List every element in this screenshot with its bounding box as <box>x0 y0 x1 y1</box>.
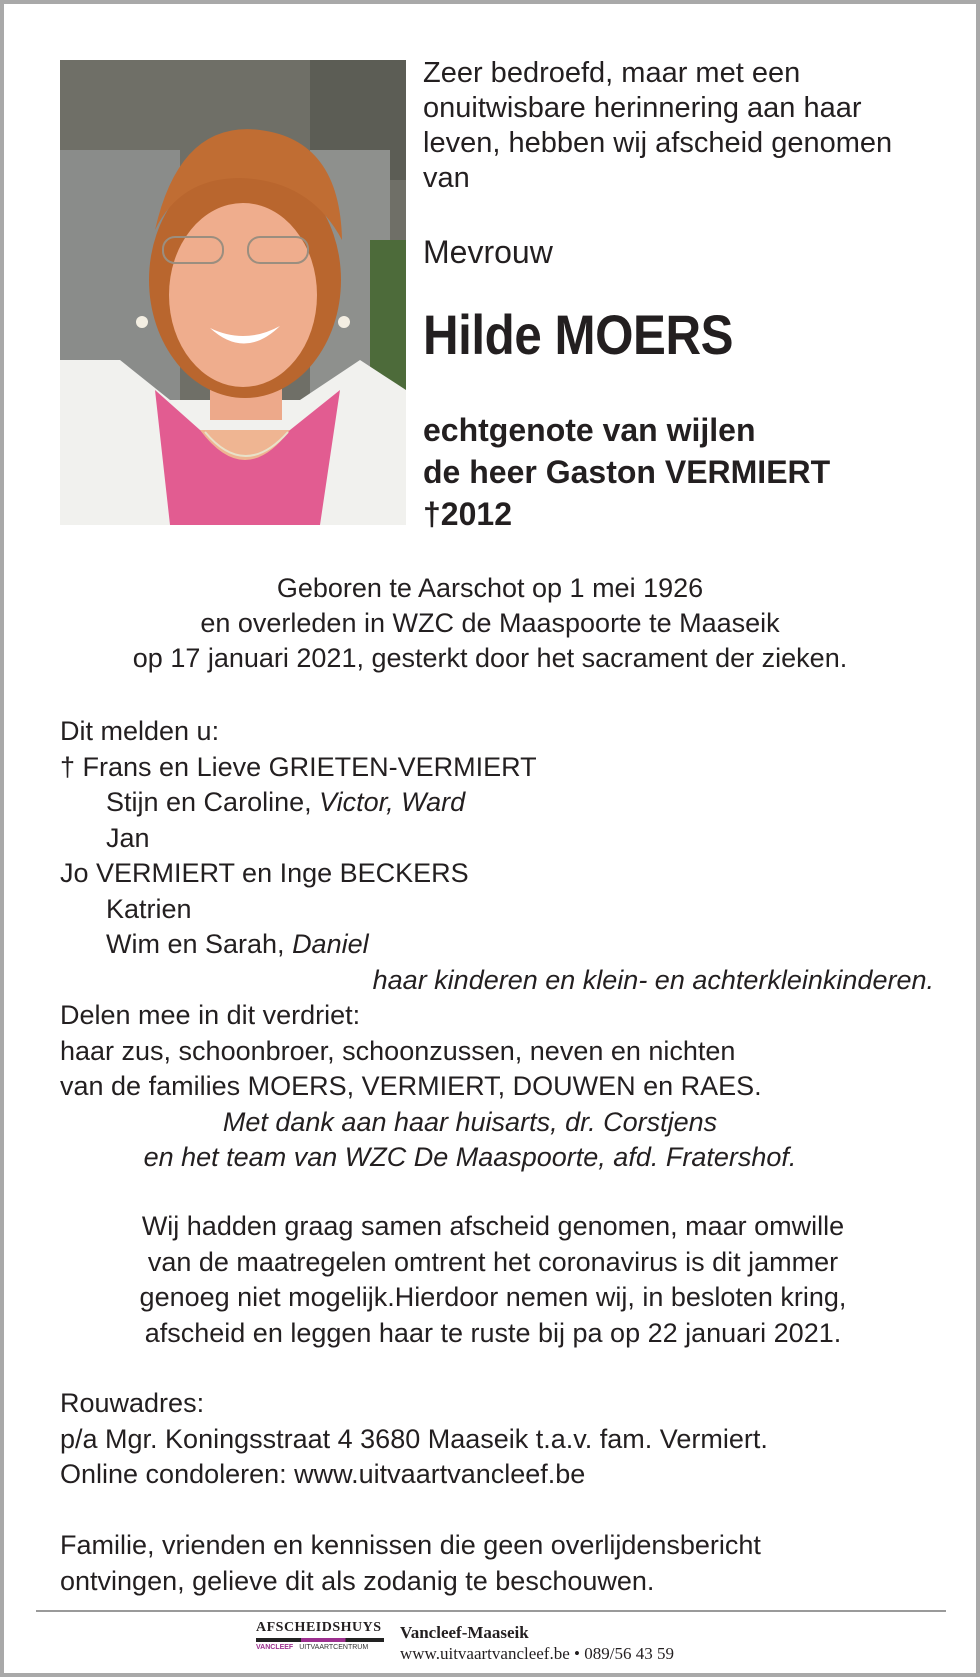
member-names: Stijn en Caroline, <box>106 787 320 817</box>
funeral-home-logo <box>256 1619 384 1663</box>
spouse-line: de heer Gaston VERMIERT <box>423 454 831 490</box>
footer-phone: 089/56 43 59 <box>584 1644 674 1663</box>
address-line: p/a Mgr. Koningsstraat 4 3680 Maaseik t.a.v. fam. Vermiert. <box>60 1423 768 1454</box>
address-block <box>60 1386 768 1493</box>
footer-separator: • <box>574 1644 580 1663</box>
family-member: Katrien <box>106 893 192 924</box>
family-signature: haar kinderen en klein- en achterkleinkinderen. <box>372 964 934 995</box>
footer-divider <box>36 1610 946 1612</box>
family-member <box>60 927 940 963</box>
birth-death-block <box>4 571 976 676</box>
family-member: Jan <box>106 822 150 853</box>
notice-line: van de maatregelen omtrent het coronavirus is dit jammer <box>147 1246 839 1277</box>
notice-block <box>4 1209 980 1351</box>
deceased-name: Hilde MOERS <box>423 303 734 366</box>
share-line: haar zus, schoonbroer, schoonzussen, neven en nichten <box>60 1035 736 1066</box>
spouse-line: echtgenote van wijlen <box>423 412 756 448</box>
funeral-home-name: Vancleef-Maaseik <box>400 1623 529 1642</box>
notice-line: Wij hadden graag samen afscheid genomen, maar omwille <box>141 1211 845 1241</box>
online-condolence: Online condoleren: www.uitvaartvancleef.be <box>60 1459 586 1489</box>
share-line: van de families MOERS, VERMIERT, DOUWEN en RAES. <box>60 1071 762 1101</box>
family-block <box>60 714 940 1176</box>
logo-brand: VANCLEEF <box>256 1644 294 1651</box>
family-group-head: † Frans en Lieve GRIETEN-VERMIERT <box>60 751 537 782</box>
title-prefix: Mevrouw <box>423 234 553 270</box>
death-line: en overleden in WZC de Maaspoorte te Maaseik <box>200 608 780 638</box>
notice-line: genoeg niet mogelijk.Hierdoor nemen wij, in besloten kring, <box>139 1282 847 1312</box>
birth-line: Geboren te Aarschot op 1 mei 1926 <box>276 573 704 603</box>
portrait-photo <box>60 60 406 525</box>
intro-text: Zeer bedroefd, maar met een onuitwisbare herinnering aan haar leven, hebben wij afscheid genomen van <box>423 57 893 194</box>
member-names: Wim en Sarah, <box>106 929 293 959</box>
logo-sub-text: UITVAARTCENTRUM <box>299 1644 369 1651</box>
closing-line: Familie, vrienden en kennissen die geen overlijdensbericht <box>60 1530 761 1560</box>
member-children: Daniel <box>292 929 369 959</box>
notice-line: afscheid en leggen haar te ruste bij pa op 22 januari 2021. <box>144 1317 842 1348</box>
spouse-block <box>423 409 830 535</box>
logo-subline <box>256 1642 384 1653</box>
address-label: Rouwadres: <box>60 1388 205 1418</box>
closing-block <box>60 1528 761 1599</box>
share-header: Delen mee in dit verdriet: <box>60 1000 361 1030</box>
closing-line: ontvingen, gelieve dit als zodanig te beschouwen. <box>60 1565 655 1596</box>
family-group-head: Jo VERMIERT en Inge BECKERS <box>60 858 469 888</box>
family-member <box>60 785 940 821</box>
thanks-line: Met dank aan haar huisarts, dr. Corstjens <box>222 1106 718 1137</box>
portrait-illustration <box>60 60 406 525</box>
logo-wordmark: AFSCHEIDSHUYS <box>256 1620 382 1635</box>
death-date-line: op 17 januari 2021, gesterkt door het sacrament der zieken. <box>132 643 848 673</box>
footer-website[interactable]: www.uitvaartvancleef.be <box>400 1644 570 1663</box>
member-children: Victor, Ward <box>319 787 466 817</box>
footer-contact <box>400 1622 674 1664</box>
thanks-line: en het team van WZC De Maaspoorte, afd. Fratershof. <box>143 1142 797 1172</box>
spouse-line: †2012 <box>423 496 512 532</box>
family-header: Dit melden u: <box>60 716 220 746</box>
footer-contact-line <box>400 1643 674 1664</box>
